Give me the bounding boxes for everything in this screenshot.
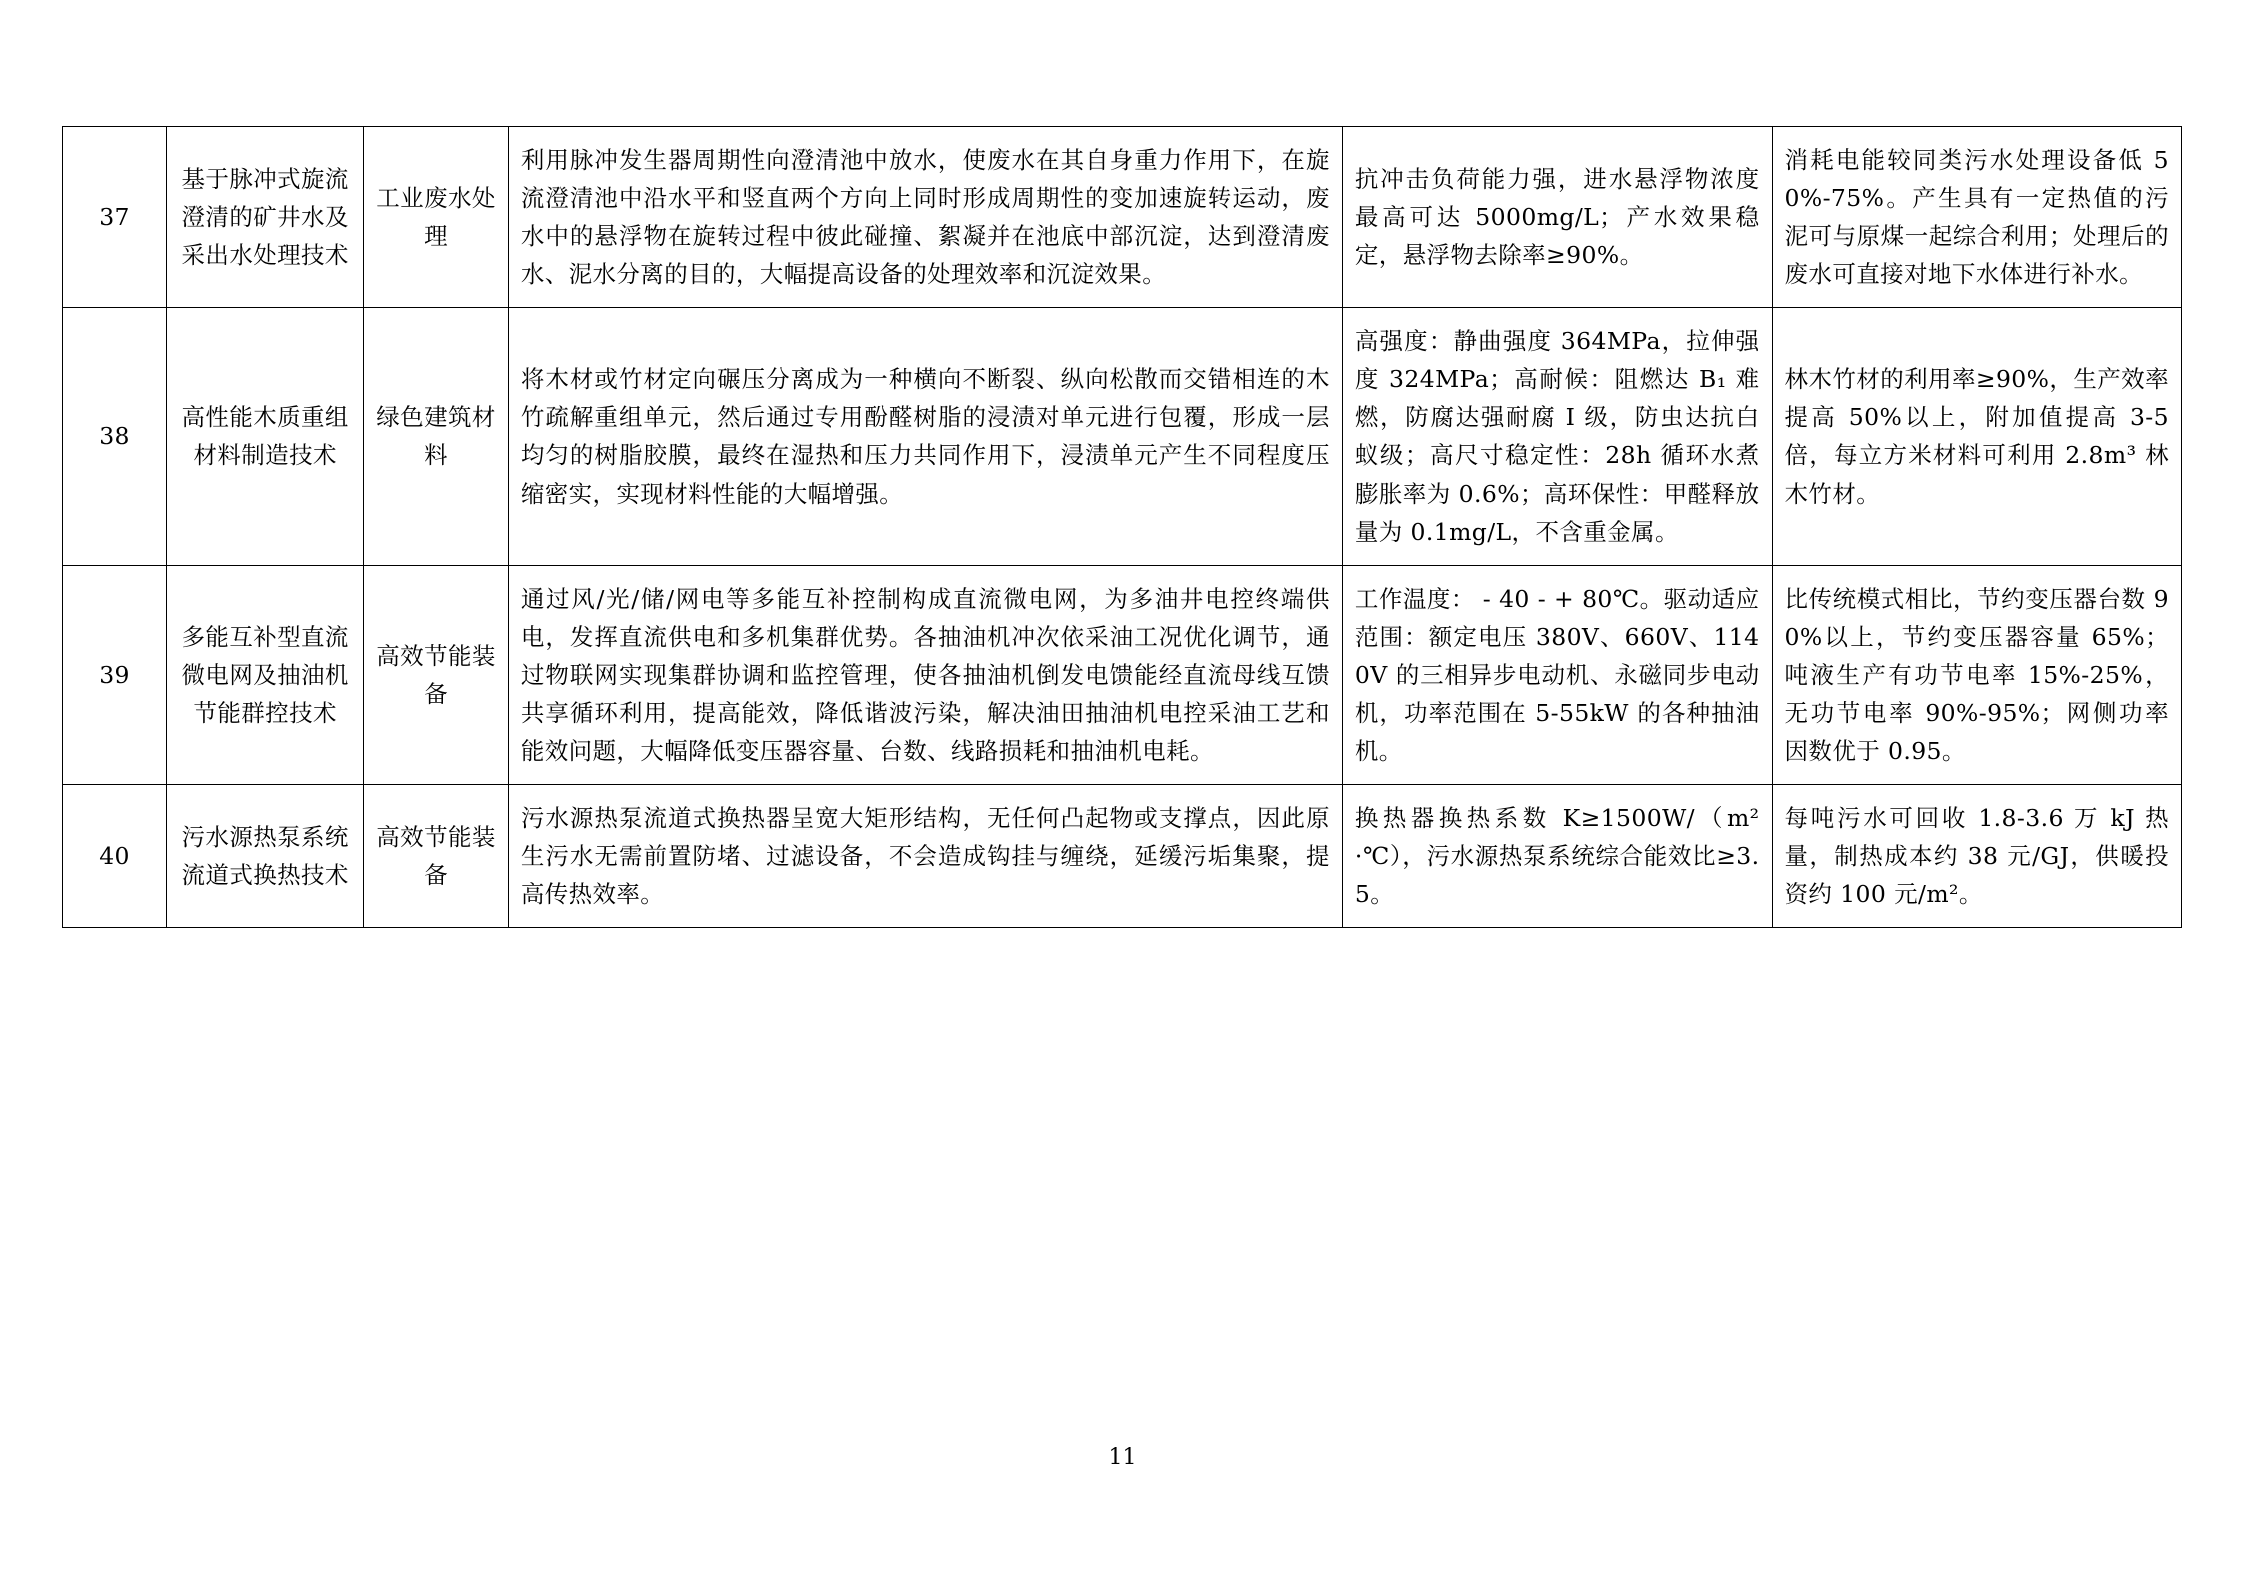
row-number: 40 xyxy=(63,784,167,927)
technology-benefits: 林木竹材的利用率≥90%，生产效率提高 50%以上，附加值提高 3-5 倍，每立方米材料可利用 2.8m³ 林木竹材。 xyxy=(1772,308,2181,565)
technology-field: 高效节能装备 xyxy=(364,565,509,784)
technology-name: 基于脉冲式旋流澄清的矿井水及采出水处理技术 xyxy=(167,127,364,308)
technology-field: 工业废水处理 xyxy=(364,127,509,308)
technology-description: 污水源热泵流道式换热器呈宽大矩形结构，无任何凸起物或支撑点，因此原生污水无需前置防堵、过滤设备，不会造成钩挂与缠绕，延缓污垢集聚，提高传热效率。 xyxy=(508,784,1342,927)
table-row xyxy=(63,784,2182,927)
technology-name: 多能互补型直流微电网及抽油机节能群控技术 xyxy=(167,565,364,784)
technology-description: 将木材或竹材定向碾压分离成为一种横向不断裂、纵向松散而交错相连的木竹疏解重组单元，然后通过专用酚醛树脂的浸渍对单元进行包覆，形成一层均匀的树脂胶膜，最终在湿热和压力共同作用下，浸渍单元产生不同程度压缩密实，实现材料性能的大幅增强。 xyxy=(508,308,1342,565)
table-body xyxy=(63,127,2182,928)
row-number: 38 xyxy=(63,308,167,565)
technology-description: 利用脉冲发生器周期性向澄清池中放水，使废水在其自身重力作用下，在旋流澄清池中沿水平和竖直两个方向上同时形成周期性的变加速旋转运动，废水中的悬浮物在旋转过程中彼此碰撞、絮凝并在池底中部沉淀，达到澄清废水、泥水分离的目的，大幅提高设备的处理效率和沉淀效果。 xyxy=(508,127,1342,308)
technology-field: 高效节能装备 xyxy=(364,784,509,927)
technology-parameters: 换热器换热系数 K≥1500W/（m²·℃），污水源热泵系统综合能效比≥3.5。 xyxy=(1342,784,1772,927)
technology-description: 通过风/光/储/网电等多能互补控制构成直流微电网，为多油井电控终端供电，发挥直流供电和多机集群优势。各抽油机冲次依采油工况优化调节，通过物联网实现集群协调和监控管理，使各抽油机倒发电馈能经直流母线互馈共享循环利用，提高能效，降低谐波污染，解决油田抽油机电控采油工艺和能效问题，大幅降低变压器容量、台数、线路损耗和抽油机电耗。 xyxy=(508,565,1342,784)
technology-name: 污水源热泵系统流道式换热技术 xyxy=(167,784,364,927)
technology-benefits: 每吨污水可回收 1.8-3.6 万 kJ 热量，制热成本约 38 元/GJ，供暖投资约 100 元/m²。 xyxy=(1772,784,2181,927)
technology-catalog-table xyxy=(62,126,2182,928)
technology-name: 高性能木质重组材料制造技术 xyxy=(167,308,364,565)
page-number: 11 xyxy=(1108,1445,1137,1470)
technology-benefits: 比传统模式相比，节约变压器台数 90%以上，节约变压器容量 65%；吨液生产有功节电率 15%-25%，无功节电率 90%-95%；网侧功率因数优于 0.95。 xyxy=(1772,565,2181,784)
row-number: 37 xyxy=(63,127,167,308)
technology-benefits: 消耗电能较同类污水处理设备低 50%-75%。产生具有一定热值的污泥可与原煤一起综合利用；处理后的废水可直接对地下水体进行补水。 xyxy=(1772,127,2181,308)
row-number: 39 xyxy=(63,565,167,784)
technology-parameters: 高强度：静曲强度 364MPa，拉伸强度 324MPa；高耐候：阻燃达 B₁ 难燃，防腐达强耐腐 I 级，防虫达抗白蚁级；高尺寸稳定性：28h 循环水煮膨胀率为 0.6%；高环保性：甲醛释放量为 0.1mg/L，不含重金属。 xyxy=(1342,308,1772,565)
technology-parameters: 抗冲击负荷能力强，进水悬浮物浓度最高可达 5000mg/L；产水效果稳定，悬浮物去除率≥90%。 xyxy=(1342,127,1772,308)
table-row xyxy=(63,565,2182,784)
table-row xyxy=(63,308,2182,565)
technology-parameters: 工作温度： - 40 - + 80℃。驱动适应范围：额定电压 380V、660V、1140V 的三相异步电动机、永磁同步电动机，功率范围在 5-55kW 的各种抽油机。 xyxy=(1342,565,1772,784)
table-row xyxy=(63,127,2182,308)
technology-field: 绿色建筑材料 xyxy=(364,308,509,565)
